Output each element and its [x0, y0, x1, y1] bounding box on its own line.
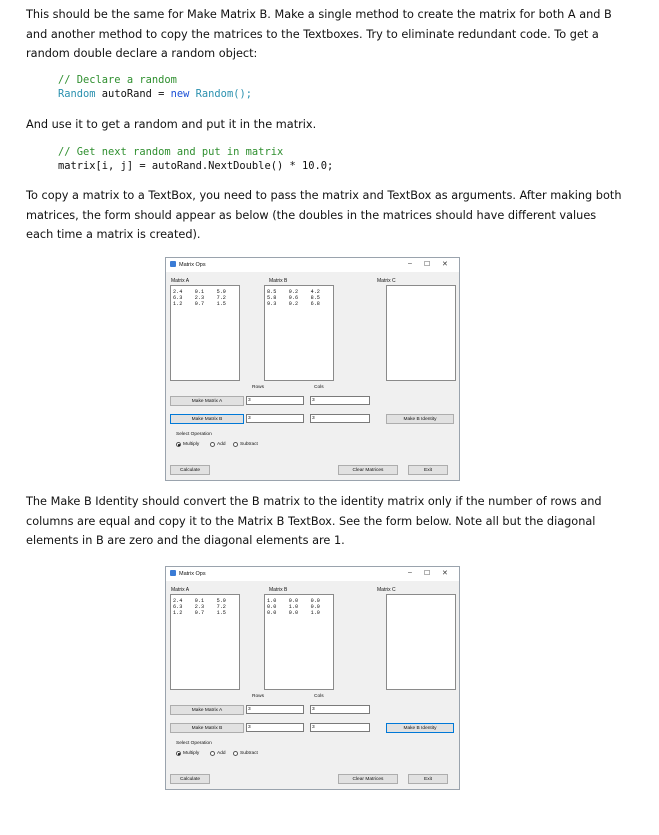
multiply-label: Multiply: [183, 751, 200, 756]
matrix-row: 2.4 0.1 5.9: [173, 289, 226, 295]
matrix-b-label: Matrix B: [269, 278, 288, 284]
code-var: autoRand =: [95, 87, 171, 100]
clear-matrices-button[interactable]: Clear Matrices: [338, 774, 398, 784]
matrix-row: 1.0 0.0 0.0: [267, 598, 320, 604]
matrix-b-textbox[interactable]: [264, 285, 334, 381]
matrix-a-textbox[interactable]: [170, 285, 240, 381]
make-b-identity-button[interactable]: Make B Identity: [386, 414, 454, 424]
matrix-row: 9.3 0.2 6.8: [267, 301, 320, 307]
subtract-label: Subtract: [240, 442, 258, 447]
title-bar: [166, 258, 459, 272]
cols-a-input[interactable]: 3: [310, 396, 370, 405]
paragraph-use-random: And use it to get a random and put it in the matrix.: [26, 118, 317, 131]
calculate-button[interactable]: Calculate: [170, 465, 210, 475]
window-title: Matrix Ops: [179, 262, 206, 268]
exit-button[interactable]: Exit: [408, 774, 448, 784]
matrix-a-label: Matrix A: [171, 587, 190, 593]
matrix-ops-window-2: [165, 566, 460, 790]
maximize-icon[interactable]: ☐: [424, 570, 431, 577]
matrix-b-textbox[interactable]: [264, 594, 334, 690]
code-block-declare: [58, 74, 252, 101]
rows-a-input[interactable]: 3: [246, 396, 304, 405]
add-radio[interactable]: [210, 751, 215, 756]
make-matrix-a-button[interactable]: Make Matrix A: [170, 396, 244, 406]
exit-button[interactable]: Exit: [408, 465, 448, 475]
paragraph-identity: The Make B Identity should convert the B matrix to the identity matrix only if the number of rows and columns are equal and copy it to the Matrix B TextBox. See the form below. Note all but the diagonal elements in B are zero and the diagonal elements are 1.: [26, 495, 602, 547]
select-operation-label: Select Operation: [176, 432, 212, 437]
cols-label: Cols: [314, 385, 324, 390]
cols-b-input[interactable]: 3: [310, 414, 370, 423]
select-operation-label: Select Operation: [176, 741, 212, 746]
make-matrix-b-button[interactable]: Make Matrix B: [170, 414, 244, 424]
subtract-label: Subtract: [240, 751, 258, 756]
matrix-row: 5.8 9.6 8.5: [267, 295, 320, 301]
code-line: matrix[i, j] = autoRand.NextDouble() * 10.0;: [58, 159, 334, 172]
multiply-radio[interactable]: [176, 751, 181, 756]
matrix-row: 6.3 2.3 7.2: [173, 295, 226, 301]
add-label: Add: [217, 751, 226, 756]
matrix-c-textbox[interactable]: [386, 285, 456, 381]
cols-label: Cols: [314, 694, 324, 699]
clear-matrices-button[interactable]: Clear Matrices: [338, 465, 398, 475]
intro-paragraph: This should be the same for Make Matrix B. Make a single method to create the matrix for both A and B and another method to copy the matrices to the Textboxes. Try to eliminate redundant code. To get a random double declare a random object:: [26, 8, 612, 60]
rows-a-input[interactable]: 3: [246, 705, 304, 714]
matrix-row: 2.4 0.1 5.9: [173, 598, 226, 604]
make-b-identity-button[interactable]: Make B Identity: [386, 723, 454, 733]
calculate-button[interactable]: Calculate: [170, 774, 210, 784]
app-icon: [170, 570, 176, 576]
matrix-a-textbox[interactable]: [170, 594, 240, 690]
matrix-row: 6.3 2.3 7.2: [173, 604, 226, 610]
matrix-a-label: Matrix A: [171, 278, 190, 284]
paragraph-copy-matrix: To copy a matrix to a TextBox, you need to pass the matrix and TextBox as arguments. After making both matrices, the form should appear as below (the doubles in the matrices should have different values each time a matrix is created).: [26, 189, 622, 241]
window-title: Matrix Ops: [179, 571, 206, 577]
cols-a-input[interactable]: 3: [310, 705, 370, 714]
make-matrix-b-button[interactable]: Make Matrix B: [170, 723, 244, 733]
multiply-label: Multiply: [183, 442, 200, 447]
minimize-icon[interactable]: –: [408, 569, 412, 576]
close-icon[interactable]: ✕: [442, 570, 448, 577]
add-label: Add: [217, 442, 226, 447]
code-keyword: new: [170, 87, 190, 100]
subtract-radio[interactable]: [233, 751, 238, 756]
title-bar: [166, 567, 459, 581]
subtract-radio[interactable]: [233, 442, 238, 447]
matrix-row: 8.5 9.2 4.2: [267, 289, 320, 295]
app-icon: [170, 261, 176, 267]
matrix-row: 0.0 1.0 0.0: [267, 604, 320, 610]
code-comment: // Get next random and put in matrix: [58, 146, 284, 158]
minimize-icon[interactable]: –: [408, 260, 412, 267]
rows-b-input[interactable]: 3: [246, 414, 304, 423]
code-block-assign: [58, 146, 333, 173]
matrix-ops-window-1: [165, 257, 460, 481]
rows-label: Rows: [252, 385, 264, 390]
matrix-row: 1.2 0.7 1.5: [173, 301, 226, 307]
maximize-icon[interactable]: ☐: [424, 261, 431, 268]
code-type: Random: [58, 87, 96, 100]
make-matrix-a-button[interactable]: Make Matrix A: [170, 705, 244, 715]
matrix-row: 1.2 0.7 1.5: [173, 610, 226, 616]
rows-label: Rows: [252, 694, 264, 699]
matrix-row: 0.0 0.0 1.0: [267, 610, 320, 616]
matrix-b-label: Matrix B: [269, 587, 288, 593]
code-comment: // Declare a random: [58, 74, 177, 86]
multiply-radio[interactable]: [176, 442, 181, 447]
rows-b-input[interactable]: 3: [246, 723, 304, 732]
matrix-c-label: Matrix C: [377, 278, 396, 284]
add-radio[interactable]: [210, 442, 215, 447]
matrix-c-label: Matrix C: [377, 587, 396, 593]
matrix-c-textbox[interactable]: [386, 594, 456, 690]
close-icon[interactable]: ✕: [442, 261, 448, 268]
cols-b-input[interactable]: 3: [310, 723, 370, 732]
code-ctor: Random();: [189, 87, 252, 100]
